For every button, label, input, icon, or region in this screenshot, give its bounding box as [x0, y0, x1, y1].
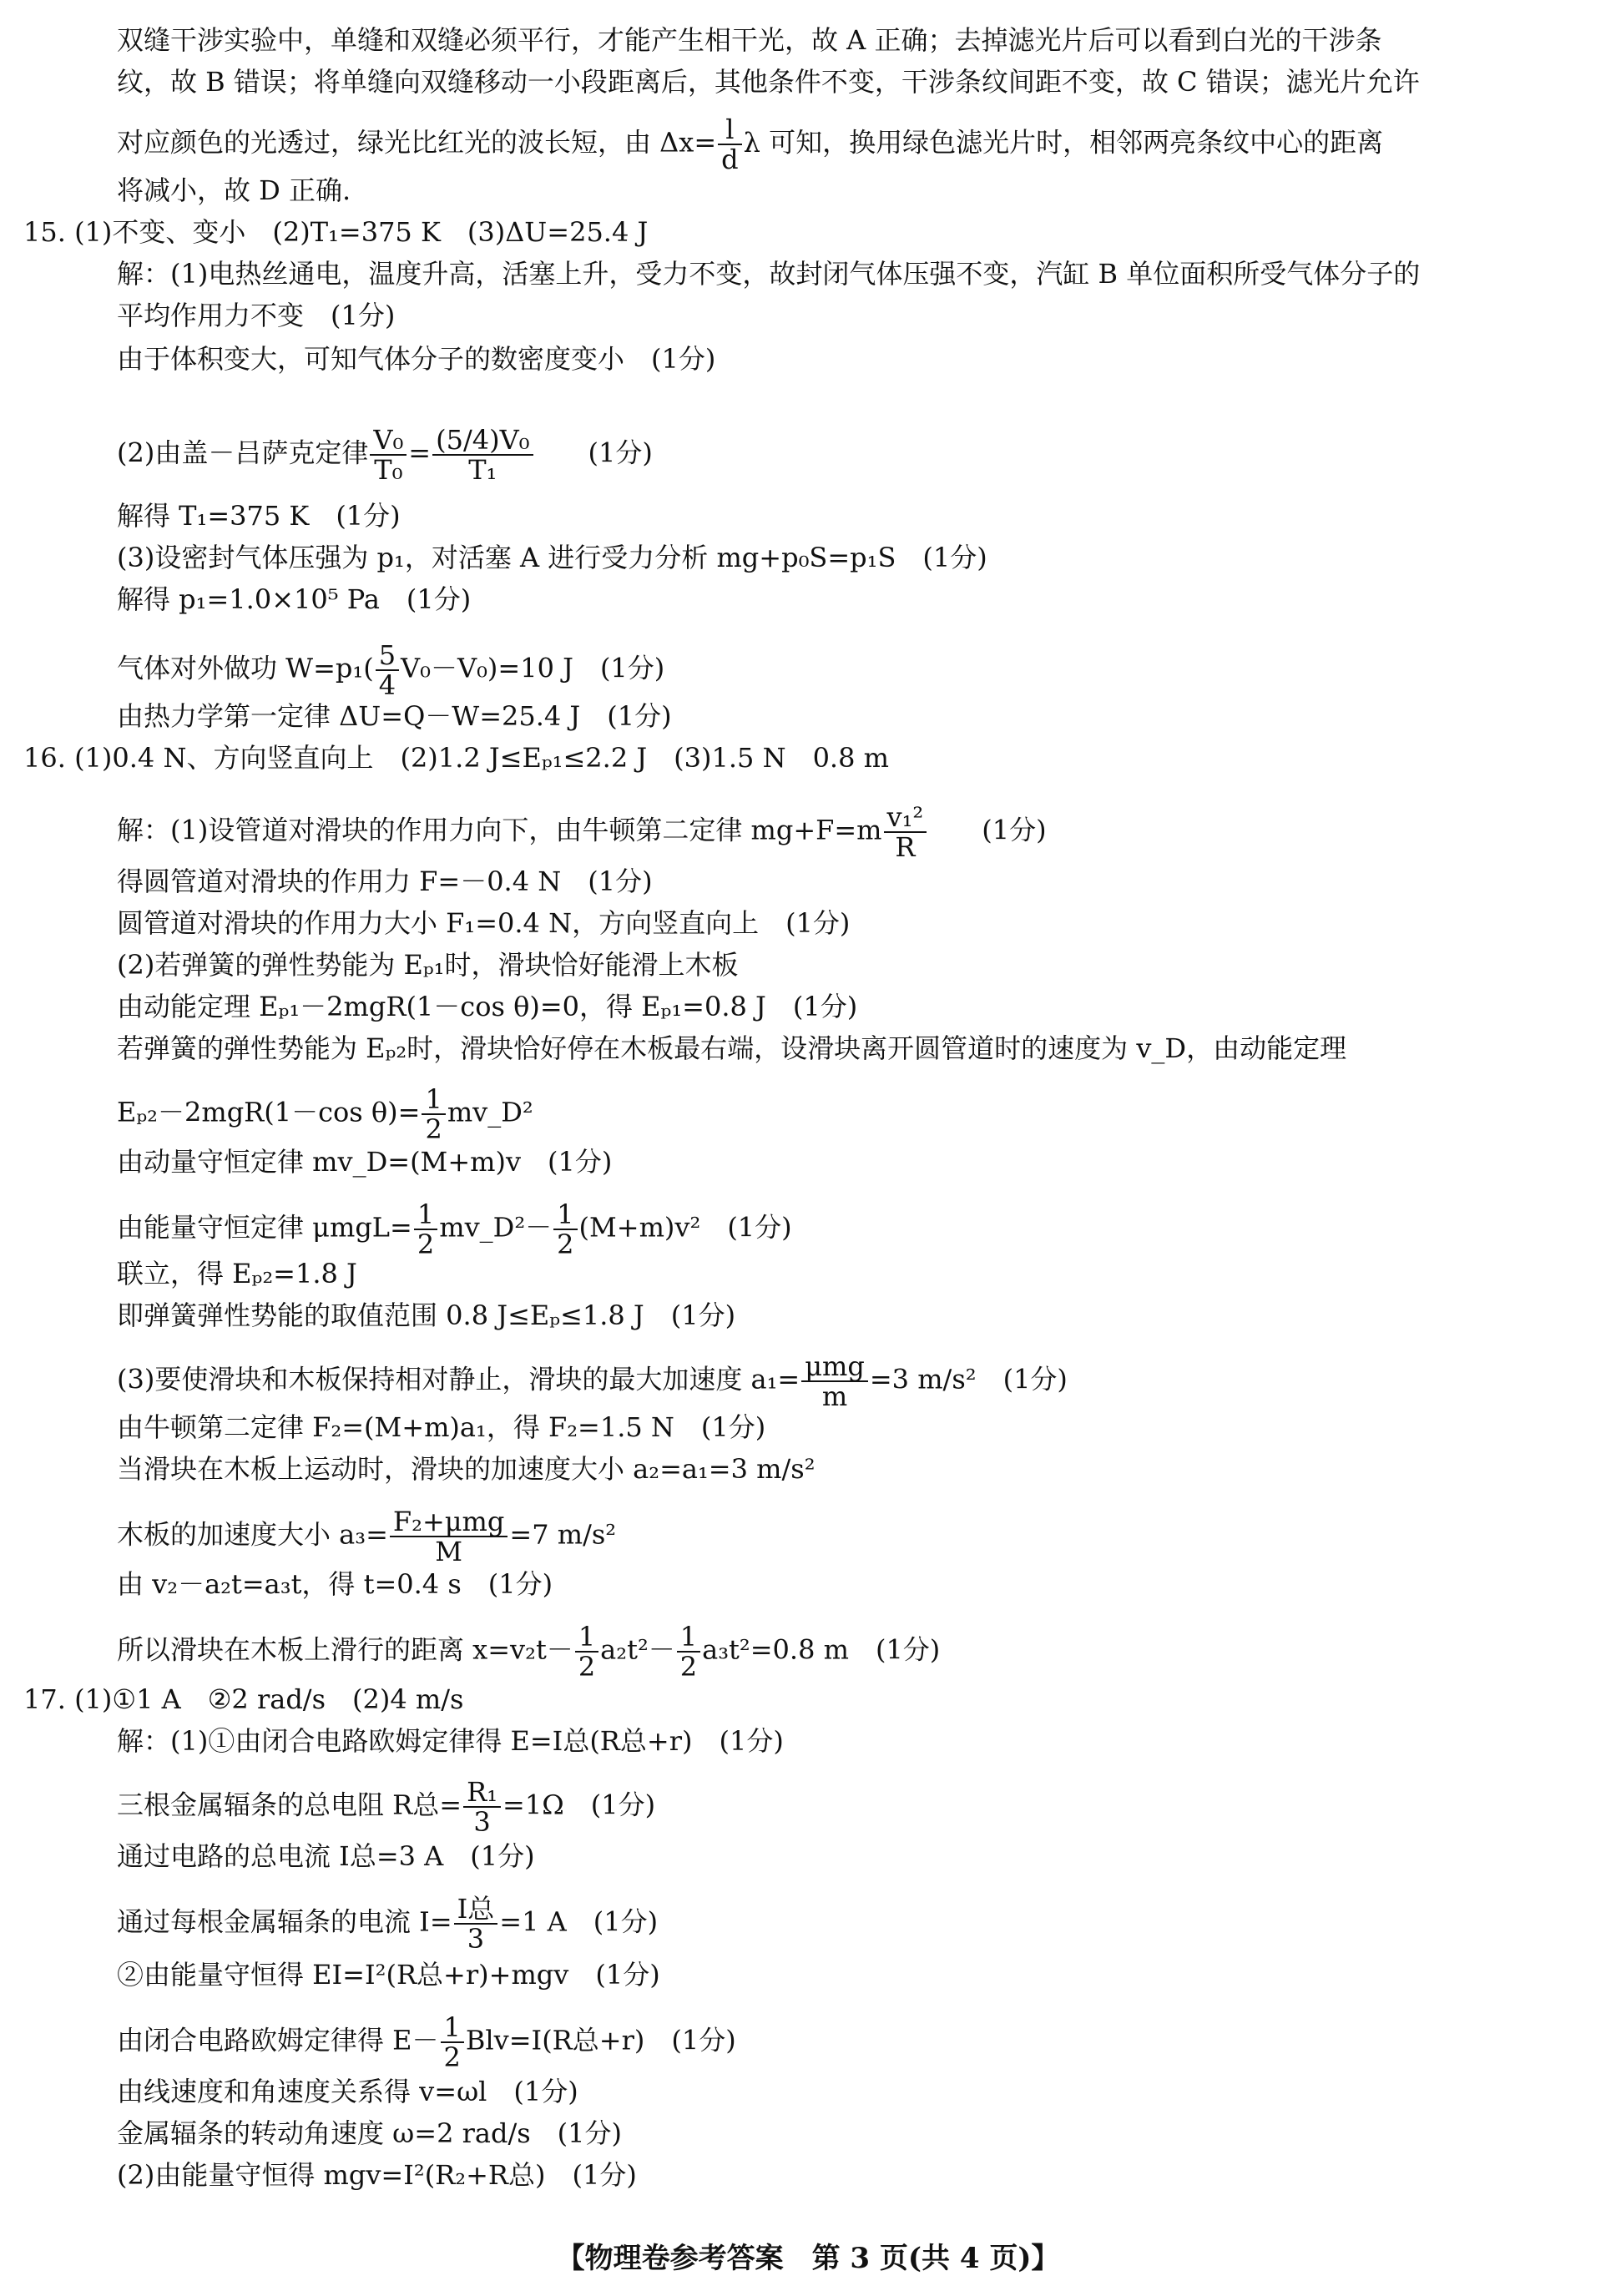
text-line: 由动能定理 Eₚ₁－2mgR(1－cos θ)=0，得 Eₚ₁=0.8 J (1分) — [117, 991, 858, 1022]
text-line: Eₚ₂－2mgR(1－cos θ)= $\frac{1}{2}$ mv_D² — [117, 1083, 533, 1145]
question-15-answer: 15. (1)不变、变小 (2)T₁=375 K (3)ΔU=25.4 J — [23, 216, 649, 248]
text-line: 由 v₂－a₂t=a₃t，得 t=0.4 s (1分) — [117, 1568, 553, 1600]
text-line: (3)设密封气体压强为 p₁，对活塞 A 进行受力分析 mg+p₀S=p₁S (1分) — [117, 542, 987, 573]
text-line: 由热力学第一定律 ΔU=Q－W=25.4 J (1分) — [117, 700, 672, 732]
fraction: $\frac{1}{2}$ — [422, 1085, 445, 1143]
text-line: 解：(1)电热丝通电，温度升高，活塞上升，受力不变，故封闭气体压强不变，汽缸 B 单位面积所受气体分子的 — [117, 258, 1421, 290]
text-line: 解得 T₁=375 K (1分) — [117, 500, 401, 532]
text-line: 由于体积变大，可知气体分子的数密度变小 (1分) — [117, 343, 716, 375]
fraction: $\frac{\text{F₂+μmg}}{M}$ — [390, 1507, 508, 1566]
text-line: 联立，得 Eₚ₂=1.8 J — [117, 1258, 357, 1289]
text-line: (2)由能量守恒得 mgv=I²(R₂+R总) (1分) — [117, 2159, 637, 2191]
text-line: 三根金属辐条的总电阻 R总= $\frac{\text{R₁}}{3}$ =1Ω (1分) — [117, 1776, 656, 1838]
text-line: 气体对外做功 W=p₁( $\frac{5}{4}$ V₀－V₀)=10 J (1分) — [117, 639, 665, 701]
text-line: (2)由盖－吕萨克定律 $\frac{\text{V₀}}{\text{T₀}}$ = $\frac{\text{(5/4)V₀}}{\text{T₁}}$ (1分) — [117, 424, 653, 486]
text-line: 对应颜色的光透过，绿光比红光的波长短，由 Δx= $\frac{l}{d}$ λ 可知，换用绿色滤光片时，相邻两亮条纹中心的距离 — [117, 114, 1384, 175]
question-16-answer: 16. (1)0.4 N、方向竖直向上 (2)1.2 J≤Eₚ₁≤2.2 J (3)1.5 N 0.8 m — [23, 742, 889, 774]
text-line: 通过电路的总电流 I总=3 A (1分) — [117, 1840, 535, 1872]
fraction: $\frac{1}{2}$ — [553, 1200, 577, 1259]
text-line: 平均作用力不变 (1分) — [117, 300, 396, 331]
text-line: 得圆管道对滑块的作用力 F=－0.4 N (1分) — [117, 865, 653, 897]
text-line: 双缝干涉实验中，单缝和双缝必须平行，才能产生相干光，故 A 正确；去掉滤光片后可以看到白光的干涉条 — [117, 24, 1382, 56]
text-line: (2)若弹簧的弹性势能为 Eₚ₁时，滑块恰好能滑上木板 — [117, 949, 739, 981]
text-line: 由闭合电路欧姆定律得 E－ $\frac{1}{2}$ Blv=I(R总+r) (1分) — [117, 2011, 736, 2073]
text-line: 当滑块在木板上运动时，滑块的加速度大小 a₂=a₁=3 m/s² — [117, 1453, 816, 1485]
fraction: $\frac{1}{2}$ — [441, 2013, 464, 2071]
fraction: $\frac{\text{R₁}}{3}$ — [463, 1778, 501, 1836]
fraction: $\frac{\text{I总}}{3}$ — [454, 1895, 498, 1953]
text-line: 即弹簧弹性势能的取值范围 0.8 J≤Eₚ≤1.8 J (1分) — [117, 1299, 736, 1331]
text-line: 解得 p₁=1.0×10⁵ Pa (1分) — [117, 583, 472, 615]
text-line: 圆管道对滑块的作用力大小 F₁=0.4 N，方向竖直向上 (1分) — [117, 907, 851, 939]
text-line: 木板的加速度大小 a₃= $\frac{\text{F₂+μmg}}{M}$ =7 m/s² — [117, 1506, 617, 1567]
fraction: $\frac{1}{2}$ — [575, 1622, 598, 1681]
fraction: $\frac{l}{d}$ — [718, 115, 741, 174]
text-line: ②由能量守恒得 EI=I²(R总+r)+mgv (1分) — [117, 1959, 660, 1991]
fraction: $\frac{5}{4}$ — [376, 641, 399, 699]
fraction: $\frac{1}{2}$ — [414, 1200, 437, 1259]
text-line: 将减小，故 D 正确. — [117, 174, 351, 206]
fraction: $\frac{\text{(5/4)V₀}}{\text{T₁}}$ — [432, 426, 533, 484]
page-footer: 【物理卷参考答案 第 3 页(共 4 页)】 — [556, 2242, 1060, 2275]
text-line: 解：(1)①由闭合电路欧姆定律得 E=I总(R总+r) (1分) — [117, 1725, 784, 1757]
fraction: $\frac{\text{μmg}}{m}$ — [801, 1352, 868, 1410]
text-line: 解：(1)设管道对滑块的作用力向下，由牛顿第二定律 mg+F=m $\frac{\text{v₁²}}{R}$ (1分) — [117, 801, 1047, 863]
text-line: 由牛顿第二定律 F₂=(M+m)a₁，得 F₂=1.5 N (1分) — [117, 1411, 766, 1443]
fraction: $\frac{\text{v₁²}}{R}$ — [884, 803, 927, 861]
text-line: 所以滑块在木板上滑行的距离 x=v₂t－ $\frac{1}{2}$ a₂t²－ $\frac{1}{2}$ a₃t²=0.8 m (1分) — [117, 1621, 941, 1683]
text-line: 由动量守恒定律 mv_D=(M+m)v (1分) — [117, 1146, 613, 1178]
fraction: $\frac{\text{V₀}}{\text{T₀}}$ — [370, 426, 407, 484]
text-line: 金属辐条的转动角速度 ω=2 rad/s (1分) — [117, 2117, 623, 2149]
text-line: 若弹簧的弹性势能为 Eₚ₂时，滑块恰好停在木板最右端，设滑块离开圆管道时的速度为 v_D，由动能定理 — [117, 1032, 1347, 1064]
text-line: 通过每根金属辐条的电流 I= $\frac{\text{I总}}{3}$ =1 A (1分) — [117, 1893, 659, 1955]
fraction: $\frac{1}{2}$ — [677, 1622, 700, 1681]
question-17-answer: 17. (1)①1 A ②2 rad/s (2)4 m/s — [23, 1683, 464, 1715]
text-line: 纹，故 B 错误；将单缝向双缝移动一小段距离后，其他条件不变，干涉条纹间距不变，故 C 错误；滤光片允许 — [117, 66, 1420, 98]
text-line: 由线速度和角速度关系得 v=ωl (1分) — [117, 2076, 578, 2107]
text-line: (3)要使滑块和木板保持相对静止，滑块的最大加速度 a₁= $\frac{\text{μmg}}{m}$ =3 m/s² (1分) — [117, 1350, 1068, 1412]
text-line: 由能量守恒定律 μmgL= $\frac{1}{2}$ mv_D²－ $\frac{1}{2}$ (M+m)v² (1分) — [117, 1198, 792, 1260]
